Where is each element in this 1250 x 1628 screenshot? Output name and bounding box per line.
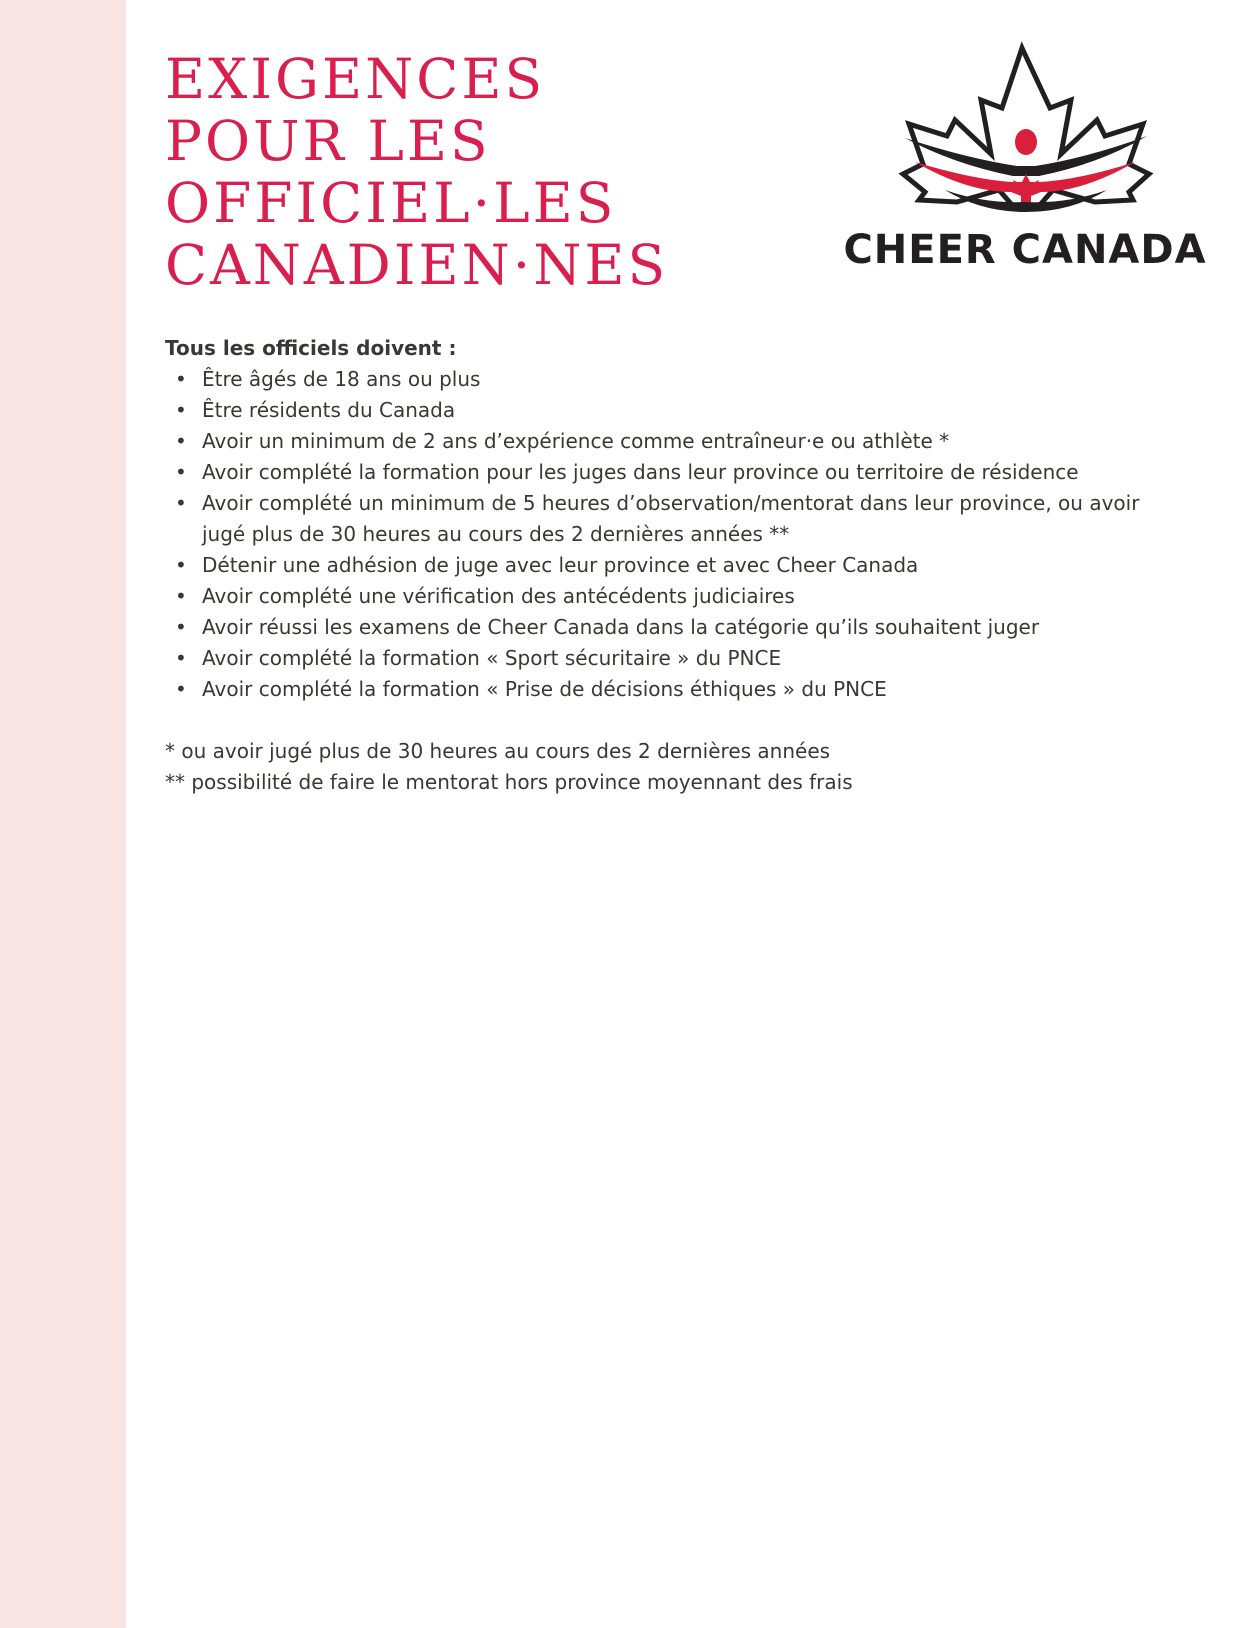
list-item — [165, 550, 1145, 581]
footnote: * ou avoir jugé plus de 30 heures au cours des 2 dernières années — [165, 739, 831, 763]
list-item — [165, 488, 1145, 550]
footnotes — [165, 736, 1145, 798]
bullet-icon: • — [175, 677, 187, 701]
title-line: EXIGENCES — [165, 47, 546, 111]
requirement-text: Détenir une adhésion de juge avec leur province et avec Cheer Canada — [202, 553, 919, 577]
bullet-icon: • — [175, 491, 187, 515]
list-item — [165, 674, 1145, 705]
requirement-text: Avoir réussi les examens de Cheer Canada dans la catégorie qu’ils souhaitent juger — [202, 615, 1040, 639]
bullet-icon: • — [175, 553, 187, 577]
bullet-icon: • — [175, 615, 187, 639]
list-item — [165, 581, 1145, 612]
title-line: OFFICIEL·LES — [165, 171, 617, 235]
requirement-text: Avoir complété la formation pour les juges dans leur province ou territoire de résidence — [202, 460, 1079, 484]
maple-leaf-cheerleader-icon — [835, 40, 1215, 230]
page-title — [165, 48, 668, 296]
bullet-icon: • — [175, 646, 187, 670]
cheer-canada-logo — [835, 40, 1215, 280]
list-item — [165, 364, 1145, 395]
requirement-text: Être résidents du Canada — [202, 398, 456, 422]
bullet-icon: • — [175, 584, 187, 608]
requirement-text: Être âgés de 18 ans ou plus — [202, 367, 481, 391]
requirement-text: Avoir complété une vérification des antécédents judiciaires — [202, 584, 795, 608]
bullet-icon: • — [175, 367, 187, 391]
list-item — [165, 643, 1145, 674]
requirement-text: Avoir complété un minimum de 5 heures d’observation/mentorat dans leur province, ou avoir jugé plus de 30 heures au cours des 2 dernières années ** — [202, 491, 1140, 546]
list-item — [165, 395, 1145, 426]
footnote: ** possibilité de faire le mentorat hors province moyennant des frais — [165, 770, 853, 794]
side-band — [0, 0, 126, 1628]
list-item — [165, 612, 1145, 643]
requirement-text: Avoir un minimum de 2 ans d’expérience comme entraîneur·e ou athlète * — [202, 429, 950, 453]
bullet-icon: • — [175, 429, 187, 453]
requirements-intro: Tous les officiels doivent : — [165, 336, 457, 360]
requirement-text: Avoir complété la formation « Sport sécuritaire » du PNCE — [202, 646, 782, 670]
requirement-text: Avoir complété la formation « Prise de décisions éthiques » du PNCE — [202, 677, 887, 701]
logo-text: CHEER CANADA — [843, 227, 1207, 273]
requirements-list — [165, 364, 1145, 705]
list-item — [165, 426, 1145, 457]
title-line: POUR LES — [165, 109, 491, 173]
requirements-section — [165, 333, 1145, 798]
bullet-icon: • — [175, 398, 187, 422]
list-item — [165, 457, 1145, 488]
title-line: CANADIEN·NES — [165, 233, 669, 297]
bullet-icon: • — [175, 460, 187, 484]
